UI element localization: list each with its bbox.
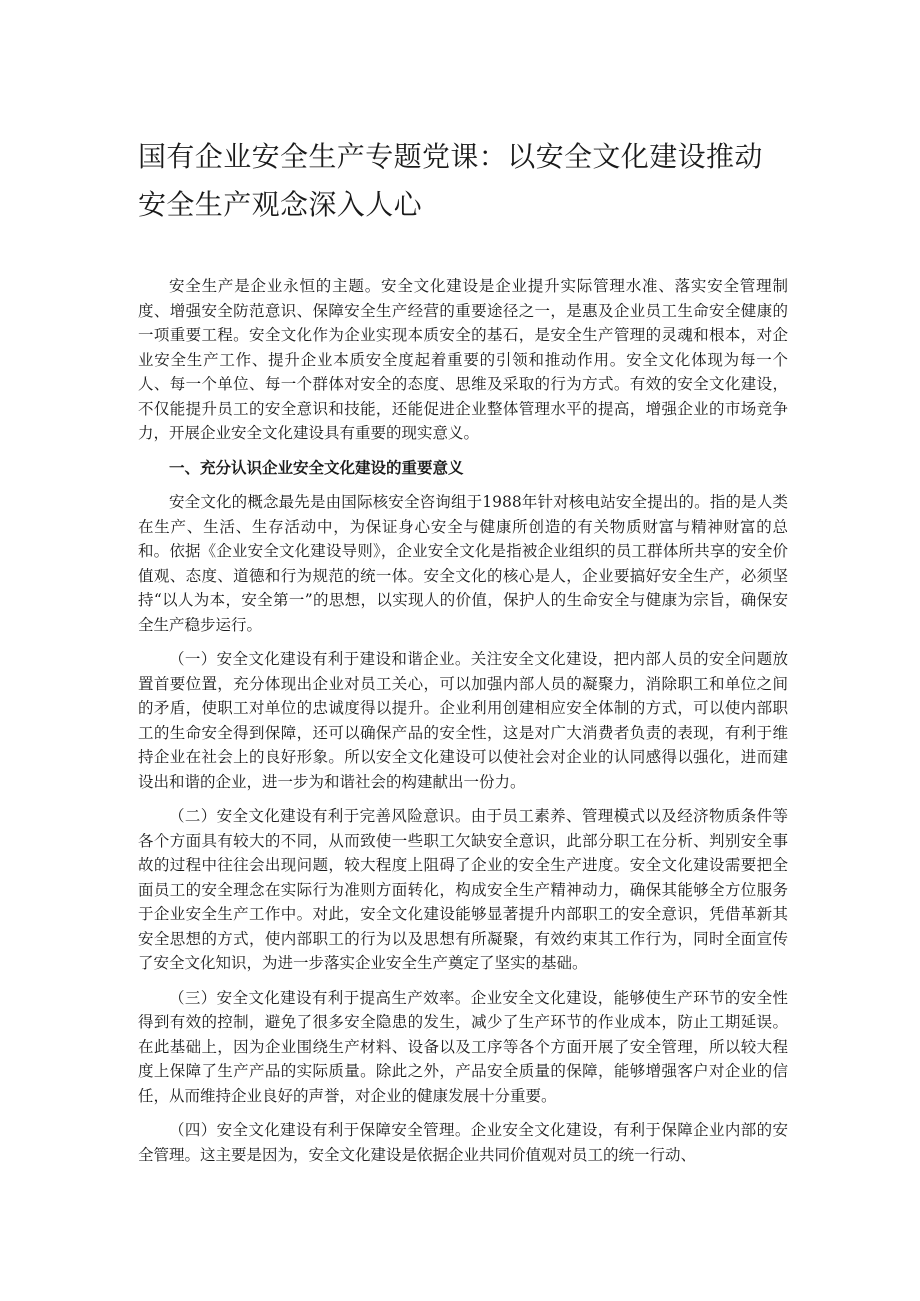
section-paragraph-concept: 安全文化的概念最先是由国际核安全咨询组于1988年针对核电站安全提出的。指的是人类在生产、生活、生存活动中，为保证身心安全与健康所创造的有关物质财富与精神财富的总和。依据《企业安全文化建设导则》，企业安全文化是指被企业组织的员工群体所共享的安全价值观、态度、道德和行为规范的统一体。安全文化的核心是人，企业要搞好安全生产，必须坚持“以人为本，安全第一”的思想，以实现人的价值，保护人的生命安全与健康为宗旨，确保安全生产稳步运行。 (138, 493, 788, 634)
document-title: 国有企业安全生产专题党课：以安全文化建设推动安全生产观念深入人心 (138, 140, 763, 221)
section-heading: 一、充分认识企业安全文化建设的重要意义 (169, 458, 464, 477)
section-paragraph-4: （四）安全文化建设有利于保障安全管理。企业安全文化建设，有利于保障企业内部的安全管理。这主要是因为，安全文化建设是依据企业共同价值观对员工的统一行动、 (138, 1121, 788, 1164)
section-paragraph-2: （二）安全文化建设有利于完善风险意识。由于员工素养、管理模式以及经济物质条件等各个方面具有较大的不同，从而致使一些职工欠缺安全意识，此部分职工在分析、判别安全事故的过程中往往会出现问题，较大程度上阻碍了企业的安全生产进度。安全文化建设需要把全面员工的安全理念在实际行为准则方面转化，构成安全生产精神动力，确保其能够全方位服务于企业安全生产工作中。对此，安全文化建设能够显著提升内部职工的安全意识，凭借革新其安全思想的方式，使内部职工的行为以及思想有所凝聚，有效约束其工作行为，同时全面宣传了安全文化知识，为进一步落实企业安全生产奠定了坚实的基础。 (138, 807, 788, 972)
section-paragraph-3: （三）安全文化建设有利于提高生产效率。企业安全文化建设，能够使生产环节的安全性得到有效的控制，避免了很多安全隐患的发生，减少了生产环节的作业成本，防止工期延误。在此基础上，因为企业围绕生产材料、设备以及工序等各个方面开展了安全管理，所以较大程度上保障了生产产品的实际质量。除此之外，产品安全质量的保障，能够增强客户对企业的信任，从而维持企业良好的声誉，对企业的健康发展十分重要。 (138, 988, 788, 1105)
intro-paragraph: 安全生产是企业永恒的主题。安全文化建设是企业提升实际管理水准、落实安全管理制度、增强安全防范意识、保障安全生产经营的重要途径之一，是惠及企业员工生命安全健康的一项重要工程。安全文化作为企业实现本质安全的基石，是安全生产管理的灵魂和根本，对企业安全生产工作、提升企业本质安全度起着重要的引领和推动作用。安全文化体现为每一个人、每一个单位、每一个群体对安全的态度、思维及采取的行为方式。有效的安全文化建设，不仅能提升员工的安全意识和技能，还能促进企业整体管理水平的提高，增强企业的市场竞争力，开展企业安全文化建设具有重要的现实意义。 (138, 277, 788, 442)
document-body (138, 274, 788, 1177)
section-paragraph-1: （一）安全文化建设有利于建设和谐企业。关注安全文化建设，把内部人员的安全问题放置首要位置，充分体现出企业对员工关心，可以加强内部人员的凝聚力，消除职工和单位之间的矛盾，使职工对单位的忠诚度得以提升。企业利用创建相应安全体制的方式，可以使内部职工的生命安全得到保障，还可以确保产品的安全性，这是对广大消费者负责的表现，有利于维持企业在社会上的良好形象。所以安全文化建设可以使社会对企业的认同感得以强化，进而建设出和谐的企业，进一步为和谐社会的构建献出一份力。 (138, 650, 788, 791)
